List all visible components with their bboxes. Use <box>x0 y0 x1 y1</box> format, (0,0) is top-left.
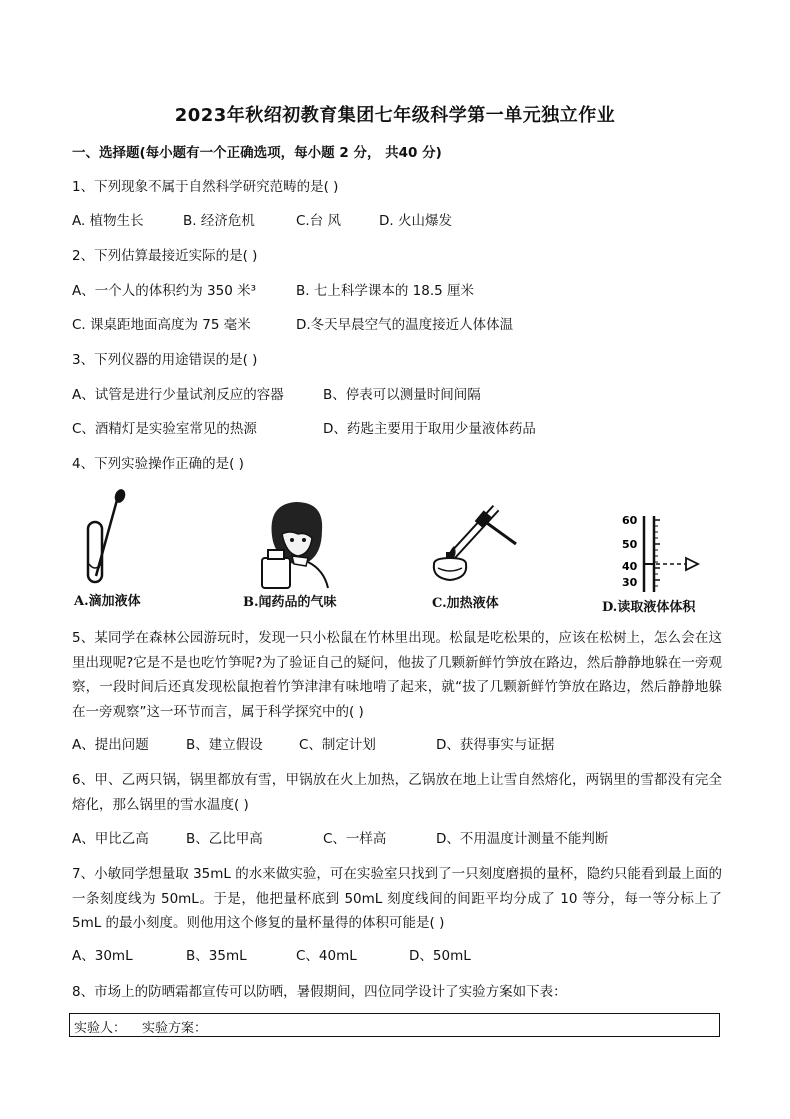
q3-option-b: B、停表可以测量时间间隔 <box>323 387 481 403</box>
q5-option-c: C、制定计划 <box>299 737 376 753</box>
q1-option-d: D. 火山爆发 <box>379 213 452 229</box>
experiment-table <box>69 1013 720 1037</box>
question-5-stem: 5、某同学在森林公园游玩时，发现一只小松鼠在竹林里出现。松鼠是吃松果的，应该在松树上，怎么会在这里出现呢?它是不是也吃竹笋呢?为了验证自己的疑问，他拔了几颗新鲜竹笋放在路边，然后静静地躲在一旁观察，一段时间后还真发现松鼠抱着竹笋津津有味地啃了起来，就“拔了几颗新鲜竹笋放在路边，然后静静地躲在一旁观察”这一环节而言，属于科学探究中的( ) <box>72 630 722 720</box>
q2-option-b: B. 七上科学课本的 18.5 厘米 <box>296 283 474 299</box>
dropper-test-tube-figure <box>68 488 138 588</box>
table-header-plan: 实验方案： <box>142 1021 208 1036</box>
heating-liquid-figure <box>424 498 524 590</box>
q3-option-a: A、试管是进行少量试剂反应的容器 <box>72 387 284 403</box>
figure-a-caption: A.滴加液体 <box>74 594 141 609</box>
q6-option-d: D、不用温度计测量不能判断 <box>436 831 609 847</box>
q7-option-b: B、35mL <box>186 948 247 964</box>
table-header-experimenter: 实验人： <box>74 1021 127 1036</box>
q3-option-c: C、酒精灯是实验室常见的热源 <box>72 421 257 437</box>
question-7-stem: 7、小敏同学想量取 35mL 的水来做实验，可在实验室只找到了一只刻度磨损的量杯，隐约只能看到最上面的一条刻度线为 50mL。于是，他把量杯底到 50mL 刻度线间的间距平均分成了 10 等分，每一等分标上了 5mL 的最小刻度。则他用这个修复的量杯量得的体积可能是( ) <box>72 866 722 932</box>
page-title: 2023年秋绍初教育集团七年级科学第一单元独立作业 <box>174 105 616 126</box>
question-3-stem: 3、下列仪器的用途错误的是( ) <box>72 352 258 368</box>
q7-option-c: C、40mL <box>296 948 357 964</box>
q2-option-a: A、一个人的体积约为 350 米³ <box>72 283 256 299</box>
q7-option-d: D、50mL <box>409 948 471 964</box>
question-4-stem: 4、下列实验操作正确的是( ) <box>72 456 244 472</box>
tick-label-50: 50 <box>622 538 638 551</box>
q1-option-b: B. 经济危机 <box>183 213 255 229</box>
question-6-stem: 6、甲、乙两只锅，锅里都放有雪，甲锅放在火上加热，乙锅放在地上让雪自然熔化，两锅里的雪都没有完全熔化，那么锅里的雪水温度( ) <box>72 772 722 813</box>
tick-label-60: 60 <box>622 514 638 527</box>
section-heading: 一、选择题(每小题有一个正确选项，每小题 2 分， 共40 分) <box>72 145 442 161</box>
graduated-cylinder-figure <box>616 512 712 594</box>
q6-option-a: A、甲比乙高 <box>72 831 149 847</box>
figure-d-caption: D.读取液体体积 <box>602 600 696 615</box>
question-1-stem: 1、下列现象不属于自然科学研究范畴的是( ) <box>72 179 339 195</box>
q5-option-b: B、建立假设 <box>186 737 263 753</box>
figure-b-caption: B.闻药品的气味 <box>243 595 337 610</box>
q3-option-d: D、药匙主要用于取用少量液体药品 <box>323 421 536 437</box>
q7-option-a: A、30mL <box>72 948 133 964</box>
q6-option-b: B、乙比甲高 <box>186 831 263 847</box>
q5-option-a: A、提出问题 <box>72 737 149 753</box>
q1-option-a: A. 植物生长 <box>72 213 144 229</box>
question-8-stem: 8、市场上的防晒霜都宣传可以防晒，暑假期间，四位同学设计了实验方案如下表： <box>72 984 567 1000</box>
q1-option-c: C.台 风 <box>296 213 342 229</box>
tick-label-30: 30 <box>622 576 638 589</box>
q2-option-d: D.冬天早晨空气的温度接近人体体温 <box>296 317 514 333</box>
figure-c-caption: C.加热液体 <box>432 596 499 611</box>
q6-option-c: C、一样高 <box>323 831 387 847</box>
smelling-reagent-figure <box>252 496 342 592</box>
question-2-stem: 2、下列估算最接近实际的是( ) <box>72 248 258 264</box>
tick-label-40: 40 <box>622 560 638 573</box>
q2-option-c: C. 课桌距地面高度为 75 毫米 <box>72 317 251 333</box>
q5-option-d: D、获得事实与证据 <box>436 737 555 753</box>
